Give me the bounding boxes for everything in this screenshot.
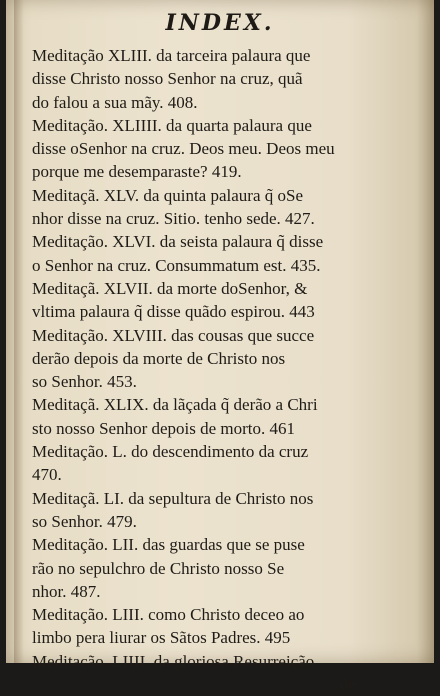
index-line: so Senhor. 453. — [32, 372, 137, 392]
catchword: de — [339, 675, 356, 695]
index-line: Meditação. XLVI. da seista palaura q̃ disse — [32, 232, 324, 252]
index-line: nhor disse na cruz. Sitio. tenho sede. 427. — [32, 209, 315, 229]
index-line: Meditaçã. LI. da sepultura de Christo nos — [32, 488, 314, 508]
index-line: do falou a sua mãy. 408. — [32, 92, 198, 112]
index-line: Meditação. LIIII. da gloriosa Resurreição — [32, 651, 315, 671]
index-entries — [32, 44, 362, 696]
index-line: so Senhor. 479. — [32, 511, 137, 531]
index-line: Meditação. XLVIII. das cousas que succe — [32, 325, 315, 345]
index-line: sto nosso Senhor depois de morto. 461 — [32, 418, 296, 438]
index-line: Meditaçã. XLIX. da lãçada q̃ derão a Chri — [32, 395, 318, 415]
index-line: disse oSenhor na cruz. Deos meu. Deos meu — [32, 139, 335, 159]
index-line: vltima palaura q̃ disse quãdo espirou. 443 — [32, 302, 315, 322]
index-line: nhor. 487. — [32, 581, 101, 601]
index-heading: INDEX. — [165, 10, 275, 36]
index-line: limbo pera liurar os Sãtos Padres. 495 — [32, 628, 291, 648]
index-line: Meditaçã. XLVII. da morte doSenhor, & — [32, 278, 308, 298]
index-line: derão depois da morte de Christo nos — [32, 348, 286, 368]
index-line: Meditação. XLIIII. da quarta palaura que — [32, 115, 312, 135]
index-line: Meditação XLIII. da tarceira palaura que — [32, 46, 311, 65]
index-line: rão no sepulchro de Christo nosso Se — [32, 558, 285, 578]
book-page — [6, 0, 434, 695]
index-line: Meditação. LIII. como Christo deceo ao — [32, 605, 305, 625]
index-line: o Senhor na cruz. Consummatum est. 435. — [32, 255, 321, 275]
index-line: disse Christo nosso Senhor na cruz, quã — [32, 69, 303, 89]
index-line: 470. — [32, 465, 62, 485]
index-line: porque me desemparaste? 419. — [32, 162, 242, 182]
index-line: Meditaçã. XLV. da quinta palaura q̃ oSe — [32, 185, 303, 205]
index-line: Meditação. L. do descendimento da cruz — [32, 442, 309, 462]
index-line: Meditação. LII. das guardas que se puse — [32, 535, 305, 555]
